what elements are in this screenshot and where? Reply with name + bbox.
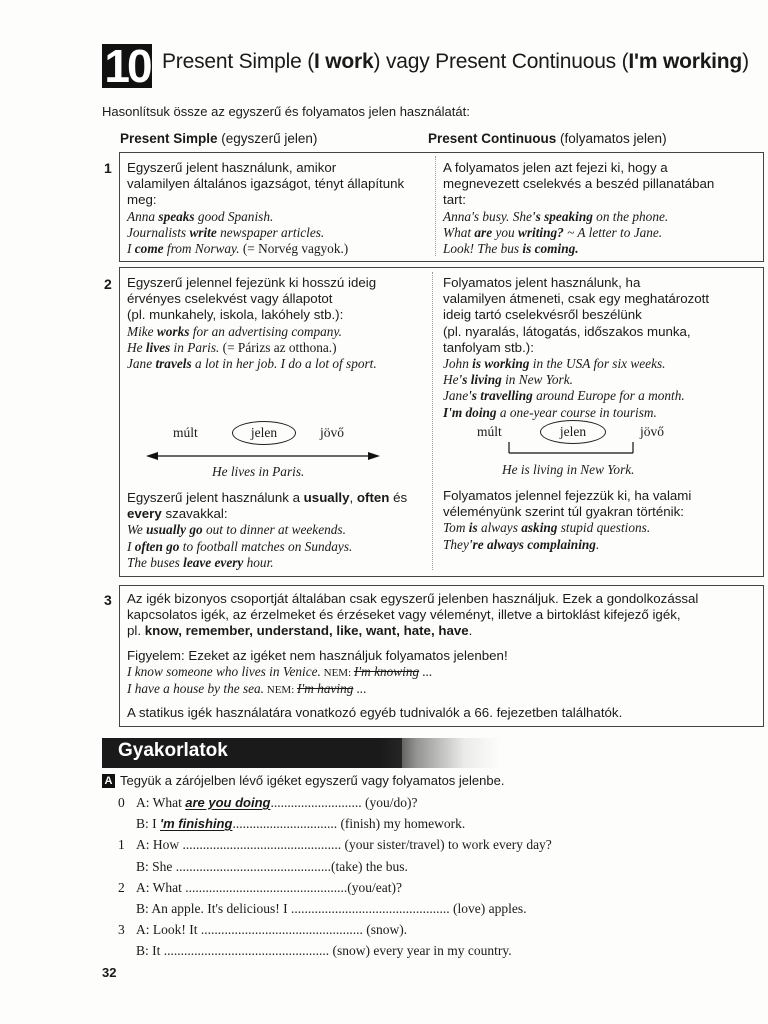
timeline-past-label: múlt (173, 425, 198, 440)
timeline-caption: He lives in Paris. (212, 464, 305, 479)
page-title: Present Simple (I work) vagy Present Continuous (I'm working) (162, 50, 749, 73)
section-3-text: Az igék bizonyos csoportját általában csak egyszerű jelenben használjuk. Ezek a gondolkozással kapcsolatos igék, az érzelmeket és érzéseket vagy véleményt, illetve a birtoklást kifejező igék, pl. know, remember, understand, like, want, hate, have. (127, 591, 699, 639)
section-2-right-usage: Folyamatos jelennel fejezzük ki, ha valami véleményünk szerint túl gyakran történik: Tom is always asking stupid questions. They're always complaining. (443, 488, 692, 552)
timeline-past-label: múlt (477, 424, 502, 439)
answer-text: 'm finishing (160, 816, 233, 831)
timeline-future-label: jövő (640, 424, 665, 439)
column-header-present-simple: Present Simple (egyszerű jelen) (120, 131, 318, 146)
exercise-item-number: 1 (118, 837, 125, 852)
exercise-item-1-b[interactable]: B: She ..............................................(take) the bus. (136, 859, 408, 874)
section-1-right: A folyamatos jelen azt fejezi ki, hogy a megnevezett cselekvés a beszéd pillanatában tart: Anna's busy. She's speaking on the phone. What are you writing? ~ A letter to Jane. Look! The bus is coming. (443, 160, 715, 257)
exercise-item-0-a: A: What are you doing........................... (you/do)? (136, 795, 418, 810)
exercise-item-3-a[interactable]: A: Look! It ................................................ (snow). (136, 922, 408, 937)
intro-text: Hasonlítsuk össze az egyszerű és folyamatos jelen használatát: (102, 104, 470, 119)
section-number: 3 (104, 592, 112, 608)
section-number: 1 (104, 160, 112, 176)
section-3-warning: Figyelem: Ezeket az igéket nem használjuk folyamatos jelenben! I know someone who lives in Venice. NEM: I'm knowing ... I have a house by the sea. NEM: I'm having ... (127, 648, 508, 697)
timeline-caption: He is living in New York. (502, 462, 635, 477)
timeline-future-label: jövő (320, 425, 345, 440)
exercise-item-number: 0 (118, 795, 125, 810)
section-2-right: Folyamatos jelent használunk, ha valamilyen átmeneti, csak egy meghatározott ideig tartó cselekvésről beszélünk (pl. nyaralás, látogatás, időszakos munka, tanfolyam stb.): John is working in the USA for six weeks. He's living in New York. Jane's travelling around Europe for a month. I'm doing a one-year course in tourism. (443, 275, 710, 420)
exercises-heading: Gyakorlatok (118, 740, 228, 761)
exercise-item-number: 2 (118, 880, 125, 895)
exercise-letter-badge: A (102, 774, 115, 788)
exercise-item-2-b[interactable]: B: An apple. It's delicious! I ............................................... (love) apples. (136, 901, 527, 916)
answer-text: are you doing (185, 795, 271, 810)
section-number: 2 (104, 276, 112, 292)
section-2-left-usage: Egyszerű jelent használunk a usually, often és every szavakkal: We usually go out to dinner at weekends. I often go to football matches on Sundays. The buses leave every hour. (127, 490, 408, 570)
exercise-item-3-b[interactable]: B: It ................................................. (snow) every year in my country. (136, 943, 512, 958)
exercise-item-2-a[interactable]: A: What ................................................(you/eat)? (136, 880, 402, 895)
timeline-arrow (146, 449, 380, 463)
timeline-present-oval: jelen (540, 420, 606, 444)
exercises-heading-fade (380, 738, 500, 768)
timeline-present-oval: jelen (232, 421, 296, 445)
column-divider (432, 272, 433, 570)
exercise-item-1-a[interactable]: A: How ............................................... (your sister/travel) to work every day? (136, 837, 552, 852)
section-1-left: Egyszerű jelent használunk, amikor valamilyen általános igazságot, tényt állapítunk meg: Anna speaks good Spanish. Journalists write newspaper articles. I come from Norway. (= Norvég vagyok.) (127, 160, 405, 257)
column-header-present-continuous: Present Continuous (folyamatos jelen) (428, 131, 667, 146)
exercise-item-0-b: B: I 'm finishing............................... (finish) my homework. (136, 816, 466, 831)
exercise-instruction: Tegyük a zárójelben lévő igéket egyszerű vagy folyamatos jelenbe. (120, 773, 505, 788)
unit-number-badge: 10 (102, 44, 152, 88)
page-number: 32 (102, 965, 117, 980)
section-3-reference: A statikus igék használatára vonatkozó egyéb tudnivalók a 66. fejezetben találhatók. (127, 705, 623, 720)
timeline-bracket (508, 440, 634, 456)
column-divider (435, 156, 436, 256)
section-2-left: Egyszerű jelennel fejezünk ki hosszú ideig érvényes cselekvést vagy állapotot (pl. munkahely, iskola, lakóhely stb.): Mike works for an advertising company. He lives in Paris. (= Párizs az otthona.) Jane travels a lot in her job. I do a lot of sport. (127, 275, 377, 372)
exercise-item-number: 3 (118, 922, 125, 937)
